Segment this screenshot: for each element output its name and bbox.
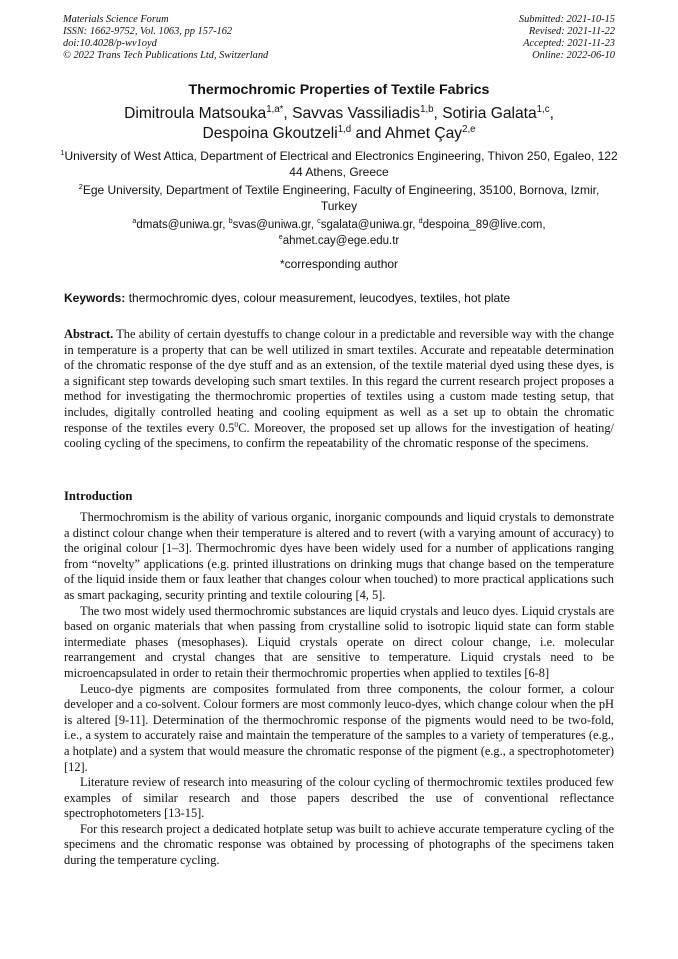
author: Sotiria Galata$^{1,c}$	[442, 103, 550, 122]
journal-name: Materials Science Forum	[63, 14, 169, 25]
paragraph: Leuco-dye pigments are composites formulated from three components, the colour former, a colour developer and a co-solvent. Colour formers are most commonly leuco-dyes, which change colour when the pH is altered [9-11]. Determination of the thermochromic response of the pigments would need to be two-fold, i.e., a system to accurately raise and maintain the temperature of the samples to a variety of temperatures (e.g., a hotplate) and a system that would measure the chromatic response of the pigment (e.g., a spectrophotometer) [12].	[64, 681, 614, 774]
author: Despoina Gkoutzeli$^{1,d}$	[202, 123, 352, 142]
date-accepted: Accepted: 2021-11-23	[523, 38, 615, 49]
author: Savvas Vassiliadis$^{1,b}$	[292, 103, 434, 122]
keywords-label: Keywords:	[64, 291, 126, 305]
paragraph: For this research project a dedicated hotplate setup was built to achieve accurate temperature cycling of the specimens and the chromatic response was obtained by processing of photographs of the specimens taken during the temperature cycling.	[64, 821, 614, 868]
journal-doi: doi:10.4028/p-wv1oyd	[63, 38, 157, 49]
corresponding-author-note: *corresponding author	[279, 257, 399, 271]
affiliation-2: $^2$Ege University, Department of Textile Engineering, Faculty of Engineering, 35100, Bornova, Izmir, Turkey	[78, 182, 600, 213]
paper-title: Thermochromic Properties of Textile Fabrics	[188, 82, 490, 98]
abstract: Abstract. The ability of certain dyestuffs to change colour in a predictable and reversible way with the change in temperature is a property that can be well utilized in smart textiles. Accurate and repeatable determination of the chromatic response of the dye stuff and as an extension, of the textile material dyed using these dyes, is a significant step towards developing such smart textiles. In this regard the current research project proposes a method for investigating the thermochromic properties of textiles using a custom made testing setup, that includes, digitally controlled heating and cooling equipment as well as a set up to obtain the chromatic response of the textiles every $0.5^0C$. Moreover, the proposed set up allows for the investigation of heating/ cooling cycling of the specimens, to confirm the repeatability of the chromatic response of the specimens.	[64, 327, 615, 451]
email-link[interactable]: $^e$ahmet.cay@ege.edu.tr	[278, 232, 400, 247]
date-submitted: Submitted: 2021-10-15	[518, 14, 615, 25]
affiliation-1: $^1$University of West Attica, Department of Electrical and Electronics Engineering, Thivon 250, Egaleo, 122 44 Athens, Greece	[60, 148, 618, 179]
paragraph: Thermochromism is the ability of various organic, inorganic compounds and liquid crystals to demonstrate a distinct colour change when their temperature is altered and to revert (with a varying amount of accuracy) to the original colour [1–3]. Thermochromic dyes have been widely used for a number of applications ranging from “novelty” applications (e.g. printed illustrations on drinking mugs that change based on the temperature of the liquid inside them or faux leather that changes colour when touched) to more practical applications such as smart packaging, security printing and textile colouring [4, 5].	[64, 510, 614, 602]
email-link[interactable]: $^a$dmats@uniwa.gr	[132, 217, 223, 231]
journal-info	[63, 14, 268, 62]
keywords-text: thermochromic dyes, colour measurement, leucodyes, textiles, hot plate	[128, 291, 511, 305]
email-link[interactable]: $^c$sgalata@uniwa.gr	[317, 217, 413, 231]
date-revised: Revised: 2021-11-22	[528, 26, 615, 37]
publication-dates	[519, 14, 615, 62]
author-list: Dimitroula Matsouka$^{1,a*}$, Savvas Vassiliadis$^{1,b}$, Sotiria Galata$^{1,c}$, Despoina Gkoutzeli$^{1,d}$ and Ahmet Çay$^{2,e}$	[124, 103, 554, 142]
author: Dimitroula Matsouka$^{1,a*}$	[124, 103, 284, 122]
author: Ahmet Çay$^{2,e}$	[384, 123, 476, 142]
email-list: $^a$dmats@uniwa.gr, $^b$svas@uniwa.gr, $^c$sgalata@uniwa.gr, $^d$despoina_89@live.com, $^e$ahmet.cay@ege.edu.tr	[132, 217, 546, 247]
keywords	[64, 291, 614, 305]
paragraph: Literature review of research into measuring of the colour cycling of thermochromic textiles produced few examples of similar research and those papers described the use of conventional reflectance spectrophotometers [13-15].	[64, 775, 614, 821]
paragraph: The two most widely used thermochromic substances are liquid crystals and leuco dyes. Liquid crystals are based on organic materials that when passing from crystalline solid to isotropic liquid state can form stable intermediate phases (mesophases). Liquid crystals operate on direct colour change, i.e. molecular rearrangement and crystal changes that are sensitive to temperature. Liquid crystals need to be microencapsulated in order to retain their thermochromic properties when applied to textiles [6-8]	[64, 603, 614, 680]
email-link[interactable]: $^b$svas@uniwa.gr	[228, 217, 311, 231]
date-online: Online: 2022-06-10	[532, 50, 615, 61]
section-heading-introduction: Introduction	[64, 489, 133, 503]
journal-copyright: © 2022 Trans Tech Publications Ltd, Switzerland	[63, 50, 269, 61]
journal-issn: ISSN: 1662-9752, Vol. 1063, pp 157-162	[63, 26, 233, 37]
email-link[interactable]: $^d$despoina_89@live.com	[418, 217, 543, 231]
introduction-body	[64, 510, 614, 869]
abstract-label: Abstract.	[64, 327, 114, 341]
